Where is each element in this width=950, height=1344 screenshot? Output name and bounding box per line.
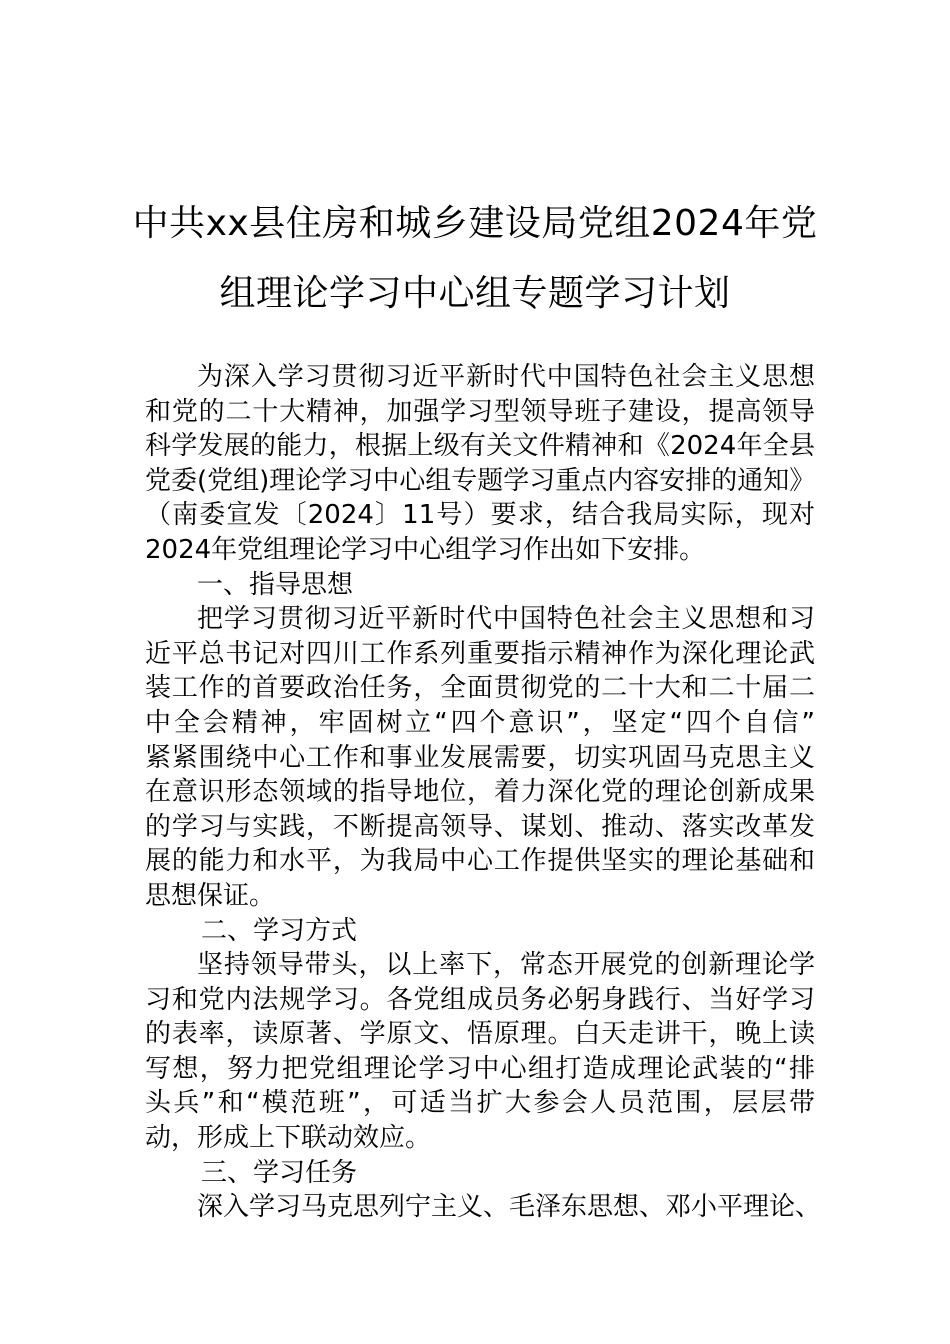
paragraph-2-line-8: 展的能力和水平，为我局中心工作提供坚实的理论基础和 <box>145 846 815 877</box>
paragraph-1-line-5: （南委宣发〔2024〕11号）要求，结合我局实际，现对 <box>145 500 815 531</box>
section-heading-3: 三、学习任务 <box>201 1157 358 1188</box>
section-heading-1: 一、指导思想 <box>197 569 354 600</box>
paragraph-2-line-2: 近平总书记对四川工作系列重要指示精神作为深化理论武 <box>145 638 815 669</box>
paragraph-2-line-7: 的学习与实践，不断提高领导、谋划、推动、落实改革发 <box>145 811 815 842</box>
document-title-line-1: 中共xx县住房和城乡建设局党组2024年党 <box>132 203 818 244</box>
paragraph-1-line-3: 科学发展的能力，根据上级有关文件精神和《2024年全县 <box>145 431 815 462</box>
paragraph-3-line-6: 动，形成上下联动效应。 <box>145 1123 432 1154</box>
paragraph-2-line-1: 把学习贯彻习近平新时代中国特色社会主义思想和习 <box>197 604 815 635</box>
paragraph-1-line-6: 2024年党组理论学习中心组学习作出如下安排。 <box>145 534 706 565</box>
document-title-line-2: 组理论学习中心组专题学习计划 <box>219 273 731 314</box>
paragraph-3-line-5: 头兵”和“模范班”，可适当扩大参会人员范围，层层带 <box>145 1088 815 1119</box>
paragraph-2-line-5: 紧紧围绕中心工作和事业发展需要，切实巩固马克思主义 <box>145 742 815 773</box>
paragraph-3-line-4: 写想，努力把党组理论学习中心组打造成理论武装的“排 <box>145 1053 815 1084</box>
paragraph-2-line-3: 装工作的首要政治任务，全面贯彻党的二十大和二十届二 <box>145 673 815 704</box>
document-body <box>145 360 822 1225</box>
paragraph-3-line-1: 坚持领导带头，以上率下，常态开展党的创新理论学 <box>197 950 815 981</box>
paragraph-1-line-1: 为深入学习贯彻习近平新时代中国特色社会主义思想 <box>197 362 815 392</box>
paragraph-1-line-4: 党委(党组)理论学习中心组专题学习重点内容安排的通知》 <box>145 465 816 496</box>
section-heading-2: 二、学习方式 <box>201 915 358 946</box>
paragraph-2-line-6: 在意识形态领域的指导地位，着力深化党的理论创新成果 <box>145 777 815 808</box>
paragraph-3-line-2: 习和党内法规学习。各党组成员务必躬身践行、当好学习 <box>145 984 815 1015</box>
paragraph-3-line-3: 的表率，读原著、学原文、悟原理。白天走讲干，晚上读 <box>145 1019 815 1050</box>
paragraph-2-line-9: 思想保证。 <box>145 880 276 911</box>
paragraph-1-line-2: 和党的二十大精神，加强学习型领导班子建设，提高领导 <box>145 396 815 427</box>
paragraph-2-line-4: 中全会精神，牢固树立“四个意识”，坚定“四个自信” <box>145 707 815 738</box>
paragraph-4-line-1: 深入学习马克思列宁主义、毛泽东思想、邓小平理论、 <box>197 1192 822 1223</box>
